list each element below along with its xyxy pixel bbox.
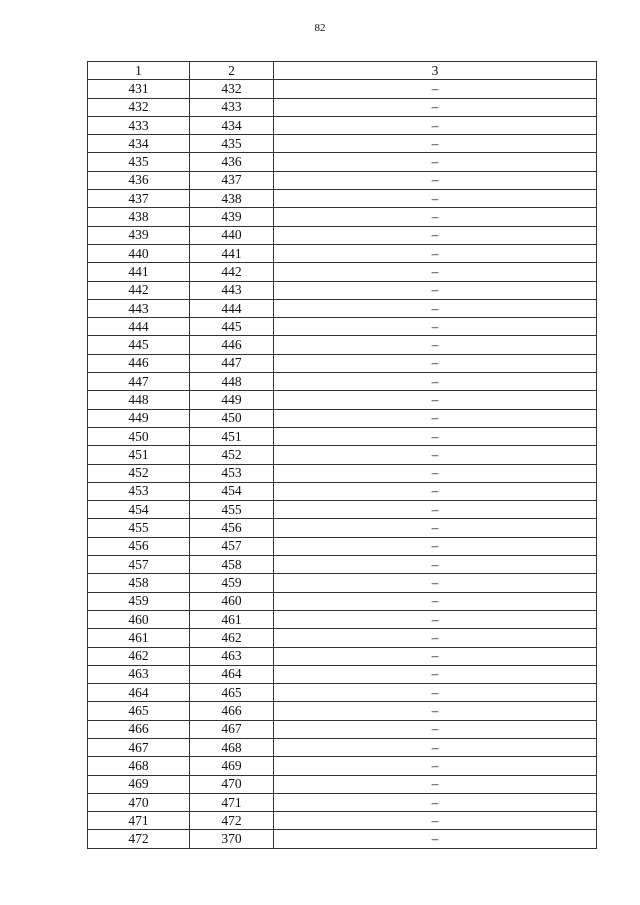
table-cell-col3: – <box>274 702 597 720</box>
table-row <box>88 610 597 628</box>
table-row <box>88 98 597 116</box>
table-row <box>88 592 597 610</box>
table-cell-col2: 450 <box>190 409 274 427</box>
table-cell-col2: 435 <box>190 135 274 153</box>
table-row <box>88 812 597 830</box>
table-cell-col3: – <box>274 373 597 391</box>
page-number: 82 <box>314 22 326 34</box>
table-cell-col3: – <box>274 244 597 262</box>
table-cell-col1: 433 <box>88 116 190 134</box>
table-cell-col3: – <box>274 226 597 244</box>
table-row <box>88 354 597 372</box>
table-cell-col1: 431 <box>88 80 190 98</box>
table-cell-col1: 471 <box>88 812 190 830</box>
table-header-row <box>88 62 597 80</box>
table-row <box>88 391 597 409</box>
table-row <box>88 373 597 391</box>
table-cell-col1: 439 <box>88 226 190 244</box>
table-cell-col2: 458 <box>190 556 274 574</box>
table-cell-col3: – <box>274 482 597 500</box>
table-row <box>88 171 597 189</box>
table-cell-col1: 455 <box>88 519 190 537</box>
table-row <box>88 647 597 665</box>
table-row <box>88 80 597 98</box>
table-cell-col3: – <box>274 757 597 775</box>
table-cell-col2: 436 <box>190 153 274 171</box>
table-cell-col3: – <box>274 775 597 793</box>
table-row <box>88 501 597 519</box>
table-row <box>88 720 597 738</box>
table-cell-col2: 465 <box>190 684 274 702</box>
column-header-3: 3 <box>274 62 597 80</box>
table-cell-col3: – <box>274 519 597 537</box>
table-cell-col2: 447 <box>190 354 274 372</box>
table-cell-col1: 447 <box>88 373 190 391</box>
table-cell-col1: 457 <box>88 556 190 574</box>
table-row <box>88 574 597 592</box>
table-cell-col2: 443 <box>190 281 274 299</box>
table-cell-col1: 442 <box>88 281 190 299</box>
table-cell-col2: 460 <box>190 592 274 610</box>
table-cell-col1: 459 <box>88 592 190 610</box>
table-cell-col1: 451 <box>88 446 190 464</box>
table-cell-col2: 444 <box>190 299 274 317</box>
table-cell-col2: 370 <box>190 830 274 848</box>
table-row <box>88 299 597 317</box>
table-cell-col1: 462 <box>88 647 190 665</box>
table-cell-col2: 454 <box>190 482 274 500</box>
table-cell-col2: 463 <box>190 647 274 665</box>
table-cell-col3: – <box>274 610 597 628</box>
table-cell-col3: – <box>274 427 597 445</box>
table-body <box>88 80 597 848</box>
table-row <box>88 263 597 281</box>
table-cell-col3: – <box>274 281 597 299</box>
table-cell-col1: 438 <box>88 208 190 226</box>
table-cell-col3: – <box>274 354 597 372</box>
table-cell-col1: 461 <box>88 629 190 647</box>
table-cell-col1: 448 <box>88 391 190 409</box>
table-cell-col2: 434 <box>190 116 274 134</box>
table-row <box>88 684 597 702</box>
table-row <box>88 281 597 299</box>
table-cell-col1: 456 <box>88 537 190 555</box>
table-cell-col3: – <box>274 336 597 354</box>
table-cell-col2: 452 <box>190 446 274 464</box>
table-cell-col3: – <box>274 720 597 738</box>
table-row <box>88 482 597 500</box>
column-header-1: 1 <box>88 62 190 80</box>
data-table <box>87 61 597 849</box>
table-cell-col1: 466 <box>88 720 190 738</box>
table-cell-col2: 461 <box>190 610 274 628</box>
table-cell-col2: 446 <box>190 336 274 354</box>
table-cell-col3: – <box>274 629 597 647</box>
table-row <box>88 244 597 262</box>
table-cell-col2: 442 <box>190 263 274 281</box>
table-cell-col1: 460 <box>88 610 190 628</box>
table-row <box>88 427 597 445</box>
table-cell-col3: – <box>274 153 597 171</box>
table-cell-col1: 450 <box>88 427 190 445</box>
table-cell-col1: 443 <box>88 299 190 317</box>
table-row <box>88 519 597 537</box>
table-cell-col1: 465 <box>88 702 190 720</box>
table-cell-col3: – <box>274 537 597 555</box>
table-cell-col3: – <box>274 830 597 848</box>
table-cell-col2: 462 <box>190 629 274 647</box>
table-cell-col1: 464 <box>88 684 190 702</box>
table-cell-col3: – <box>274 80 597 98</box>
table-row <box>88 336 597 354</box>
table-cell-col3: – <box>274 98 597 116</box>
table-cell-col2: 472 <box>190 812 274 830</box>
table-cell-col3: – <box>274 556 597 574</box>
table-cell-col2: 471 <box>190 793 274 811</box>
table-cell-col1: 432 <box>88 98 190 116</box>
table-cell-col2: 451 <box>190 427 274 445</box>
table-cell-col2: 466 <box>190 702 274 720</box>
table-cell-col2: 453 <box>190 464 274 482</box>
table-cell-col3: – <box>274 665 597 683</box>
table-row <box>88 757 597 775</box>
table-row <box>88 793 597 811</box>
table-cell-col1: 463 <box>88 665 190 683</box>
table-row <box>88 135 597 153</box>
table-row <box>88 409 597 427</box>
table-cell-col2: 470 <box>190 775 274 793</box>
table-row <box>88 629 597 647</box>
table-cell-col3: – <box>274 793 597 811</box>
table-cell-col3: – <box>274 812 597 830</box>
table-cell-col2: 433 <box>190 98 274 116</box>
table-cell-col1: 470 <box>88 793 190 811</box>
table-cell-col1: 435 <box>88 153 190 171</box>
table-cell-col1: 453 <box>88 482 190 500</box>
table-cell-col3: – <box>274 647 597 665</box>
table-cell-col2: 437 <box>190 171 274 189</box>
table-row <box>88 556 597 574</box>
table-cell-col2: 448 <box>190 373 274 391</box>
table-row <box>88 446 597 464</box>
table-cell-col3: – <box>274 318 597 336</box>
table-cell-col2: 467 <box>190 720 274 738</box>
table-cell-col2: 456 <box>190 519 274 537</box>
table-cell-col1: 434 <box>88 135 190 153</box>
table-cell-col3: – <box>274 501 597 519</box>
table-cell-col2: 438 <box>190 190 274 208</box>
table-cell-col3: – <box>274 409 597 427</box>
table-row <box>88 537 597 555</box>
table-cell-col1: 454 <box>88 501 190 519</box>
table-cell-col1: 469 <box>88 775 190 793</box>
table-cell-col2: 457 <box>190 537 274 555</box>
table-cell-col2: 468 <box>190 738 274 756</box>
table-cell-col3: – <box>274 592 597 610</box>
table-cell-col1: 472 <box>88 830 190 848</box>
table-cell-col3: – <box>274 446 597 464</box>
table-cell-col3: – <box>274 299 597 317</box>
table-cell-col2: 459 <box>190 574 274 592</box>
table-row <box>88 208 597 226</box>
table-row <box>88 190 597 208</box>
table-row <box>88 464 597 482</box>
table-cell-col2: 441 <box>190 244 274 262</box>
table-row <box>88 318 597 336</box>
table-cell-col3: – <box>274 135 597 153</box>
table-cell-col3: – <box>274 684 597 702</box>
table-row <box>88 702 597 720</box>
table-row <box>88 738 597 756</box>
table-cell-col2: 445 <box>190 318 274 336</box>
table-cell-col3: – <box>274 171 597 189</box>
table-cell-col1: 444 <box>88 318 190 336</box>
table-row <box>88 775 597 793</box>
table-row <box>88 153 597 171</box>
table-cell-col3: – <box>274 574 597 592</box>
table-row <box>88 226 597 244</box>
table-cell-col3: – <box>274 190 597 208</box>
table-cell-col2: 432 <box>190 80 274 98</box>
table-cell-col3: – <box>274 263 597 281</box>
table-cell-col1: 467 <box>88 738 190 756</box>
table-cell-col3: – <box>274 391 597 409</box>
column-header-2: 2 <box>190 62 274 80</box>
table-cell-col2: 439 <box>190 208 274 226</box>
table-cell-col3: – <box>274 464 597 482</box>
table-cell-col1: 449 <box>88 409 190 427</box>
table-cell-col3: – <box>274 738 597 756</box>
table-cell-col2: 455 <box>190 501 274 519</box>
table-row <box>88 830 597 848</box>
table-cell-col1: 436 <box>88 171 190 189</box>
table-cell-col1: 441 <box>88 263 190 281</box>
table-cell-col1: 446 <box>88 354 190 372</box>
table-row <box>88 665 597 683</box>
table-cell-col2: 440 <box>190 226 274 244</box>
table-cell-col3: – <box>274 116 597 134</box>
table-cell-col1: 458 <box>88 574 190 592</box>
table-cell-col2: 469 <box>190 757 274 775</box>
table-cell-col1: 452 <box>88 464 190 482</box>
table-cell-col1: 445 <box>88 336 190 354</box>
table-cell-col1: 440 <box>88 244 190 262</box>
table-cell-col2: 464 <box>190 665 274 683</box>
table-row <box>88 116 597 134</box>
table-cell-col2: 449 <box>190 391 274 409</box>
table-cell-col1: 437 <box>88 190 190 208</box>
table-cell-col3: – <box>274 208 597 226</box>
table-cell-col1: 468 <box>88 757 190 775</box>
